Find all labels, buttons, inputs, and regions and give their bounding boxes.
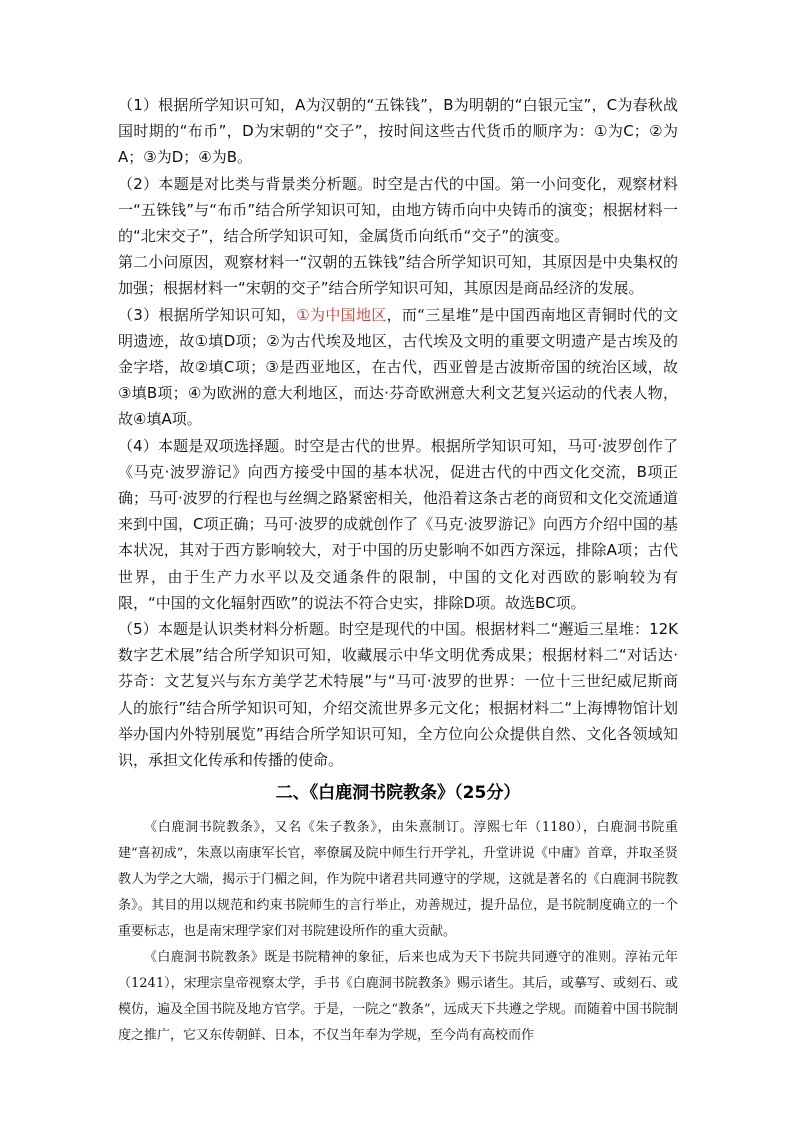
- answer-paragraph-3: 第二小问原因，观察材料一“汉朝的五铢钱”结合所学知识可知，其原因是中央集权的加强；根据材料一“宋朝的交子”结合所学知识可知，其原因是商品经济的发展。: [118, 253, 678, 298]
- answer-paragraph-6: （5）本题是认识类材料分析题。时空是现代的中国。根据材料二“邂逅三星堆：12K数字艺术展”结合所学知识可知，收藏展示中华文明优秀成果；根据材料二“对话达·芬奇：文艺复兴与东方美学艺术特展”与“马可·波罗的世界：一位十三世纪威尼斯商人的旅行”结合所学知识可知，介绍交流世界多元文化；根据材料二“上海博物馆计划举办国内外特别展览”再结合所学知识可知，全方位向公众提供自然、文化各领域知识，承担文化传承和传播的使命。: [118, 620, 678, 770]
- answer-paragraph-4-rest: ，而“三星堆”是中国西南地区青铜时代的文明遗迹，故①填D项；②为古代埃及地区，古代埃及文明的重要文明遗产是古埃及的金字塔，故②填C项；③是西亚地区，在古代，西亚曾是古波斯帝国的统治区域，故③填B项；④为欧洲的意大利地区，而达·芬奇欧洲意大利文艺复兴运动的代表人物，故④填A项。: [118, 305, 679, 429]
- material-paragraph-2: 《白鹿洞书院教条》既是书院精神的象征，后来也成为天下书院共同遵守的准则。淳祐元年（1241），宋理宗皇帝视察太学，手书《白鹿洞书院教条》赐示诸生。其后，或摹写、或刻石、或模仿，遍及全国书院及地方官学。于是，一院之“教条”，远成天下共遵之学规。而随着中国书院制度之推广，它又东传朝鲜、日本，不仅当年奉为学规，至今尚有高校而作: [118, 950, 678, 1044]
- answer-paragraph-4: [118, 302, 678, 433]
- page-content: [118, 92, 678, 1049]
- answer-paragraph-4-highlight: ①为中国地区: [296, 305, 387, 324]
- answer-paragraph-1: （1）根据所学知识可知，A为汉朝的“五铢钱”，B为明朝的“白银元宝”，C为春秋战国时期的“布币”，D为宋朝的“交子”，按时间这些古代货币的顺序为：①为C；②为A；③为D；④为B。: [118, 96, 678, 167]
- section-heading: 二、《白鹿洞书院教条》（25分）: [275, 783, 521, 804]
- material-paragraph-1: 《白鹿洞书院教条》，又名《朱子教条》，由朱熹制订。淳熙七年（1180），白鹿洞书院重建“喜初成”，朱熹以南康军长官，率僚属及院中师生行开学礼，升堂讲说《中庸》首章，并取圣贤教人为学之大端，揭示于门楣之间，作为院中诸君共同遵守的学规，这就是著名的《白鹿洞书院教条》。其目的用以规范和约束书院师生的言行举止，劝善规过，提升品位，是书院制度确立的一个重要标志，也是南宋理学家们对书院建设所作的重大贡献。: [118, 820, 678, 940]
- answer-paragraph-5: （4）本题是双项选择题。时空是古代的世界。根据所学知识可知，马可·波罗创作了《马克·波罗游记》向西方接受中国的基本状况，促进古代的中西文化交流，B项正确；马可·波罗的行程也与丝绸之路紧密相关，他沿着这条古老的商贸和文化交流通道来到中国，C项正确；马可·波罗的成就创作了《马克·波罗游记》向西方介绍中国的基本状况，其对于西方影响较大，对于中国的历史影响不如西方深远，排除A项；古代世界，由于生产力水平以及交通条件的限制，中国的文化对西欧的影响较为有限，“中国的文化辐射西欧”的说法不符合史实，排除D项。故选BC项。: [118, 436, 679, 612]
- answer-paragraph-4-prefix: （3）根据所学知识可知，: [118, 305, 297, 324]
- answer-paragraph-2: （2）本题是对比类与背景类分析题。时空是古代的中国。第一小问变化，观察材料一“五铢钱”与“布币”结合所学知识可知，由地方铸币向中央铸币的演变；根据材料一的“北宋交子”，结合所学知识可知，金属货币向纸币“交子”的演变。: [118, 174, 678, 246]
